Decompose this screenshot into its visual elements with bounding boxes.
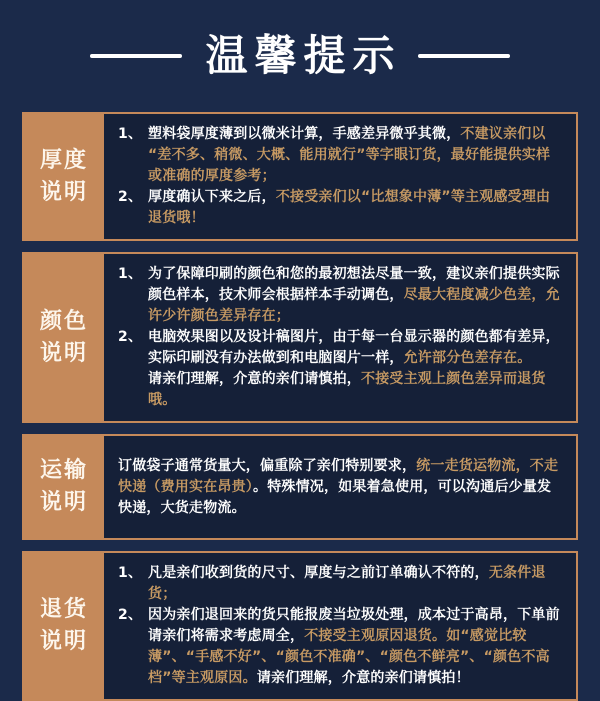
section-label-thickness: 厚度 说明 (24, 114, 104, 239)
highlighted-text: 无条件退货； (148, 565, 546, 602)
body-text: 为了保障印刷的颜色和您的最初想法尽量一致，建议亲们提供实际颜色样本，技术师会根据样本手动调色， (148, 266, 560, 303)
notice-item (118, 187, 564, 229)
section-content-returns (104, 553, 576, 699)
item-text (118, 456, 564, 519)
highlighted-text: 统一走货运物流，不走快递（费用实在昂贵） (118, 457, 559, 495)
body-text: 厚度确认下来之后， (148, 189, 276, 205)
body-text: 请亲们理解，介意的亲们请慎拍， (148, 371, 361, 387)
title-left-line (90, 54, 182, 58)
section-content-color (104, 254, 576, 421)
notice-item (118, 563, 564, 605)
section-label-color: 颜色 说明 (24, 254, 104, 421)
item-text (148, 563, 564, 605)
section-returns (22, 551, 578, 701)
highlighted-text: 不接受主观上颜色差异而退货哦。 (148, 371, 546, 408)
notice-item (118, 605, 564, 689)
item-number: 2、 (118, 607, 143, 623)
highlighted-text: 不建议亲们以“差不多、稍微、大概、能用就行”等字眼订货，最好能提供实样或准确的厚度参考； (148, 126, 551, 184)
item-text (148, 264, 564, 327)
body-text: 订做袋子通常货量大，偏重除了亲们特别要求， (118, 457, 417, 474)
notice-item (118, 456, 564, 519)
item-text (148, 327, 564, 411)
item-text (148, 124, 564, 187)
highlighted-text: 不接受亲们以“比想象中薄”等主观感受理由退货哦！ (148, 189, 551, 226)
notice-item (118, 327, 564, 411)
item-number: 2、 (118, 329, 143, 345)
page-title: 温馨提示 (205, 31, 402, 80)
section-content-shipping (104, 436, 576, 538)
body-text: 请亲们理解，介意的亲们请慎拍！ (256, 670, 470, 686)
item-number: 1、 (118, 565, 143, 581)
sections-container (22, 112, 578, 701)
section-label-returns: 退货 说明 (24, 553, 104, 699)
title-row (22, 0, 578, 112)
highlighted-text: 不接受主观原因退货。如“感觉比较薄”、“手感不好”、“颜色不准确”、“颜色不鲜亮”、“颜色不高档”等主观原因。 (148, 628, 550, 686)
section-label-shipping: 运输 说明 (24, 436, 104, 538)
item-number: 1、 (118, 266, 143, 282)
body-text: 塑料袋厚度薄到以微米计算，手感差异微乎其微， (148, 126, 461, 142)
body-text: 。特殊情况，如果着急使用，可以沟通后少量发快递，大货走物流。 (118, 478, 552, 516)
body-text: 电脑效果图以及设计稿图片，由于每一台显示器的颜色都有差异，实际印刷没有办法做到和电脑图片一样， (148, 329, 560, 366)
body-text: 因为亲们退回来的货只能报废当垃圾处理，成本过于高昂，下单前请亲们将需求考虑周全， (148, 607, 560, 644)
highlighted-text: 允许部分色差存在。 (403, 350, 532, 366)
section-shipping (22, 434, 578, 540)
section-color (22, 252, 578, 423)
section-thickness (22, 112, 578, 241)
notice-item (118, 264, 564, 327)
item-text (148, 187, 564, 229)
body-text: 凡是亲们收到货的尺寸、厚度与之前订单确认不符的， (148, 565, 489, 581)
section-content-thickness (104, 114, 576, 239)
notice-item (118, 124, 564, 187)
title-right-line (418, 54, 510, 58)
item-number: 1、 (118, 126, 143, 142)
highlighted-text: 尽最大程度减少色差，允许少许颜色差异存在； (148, 287, 560, 324)
item-text (148, 605, 564, 689)
item-number: 2、 (118, 189, 143, 205)
